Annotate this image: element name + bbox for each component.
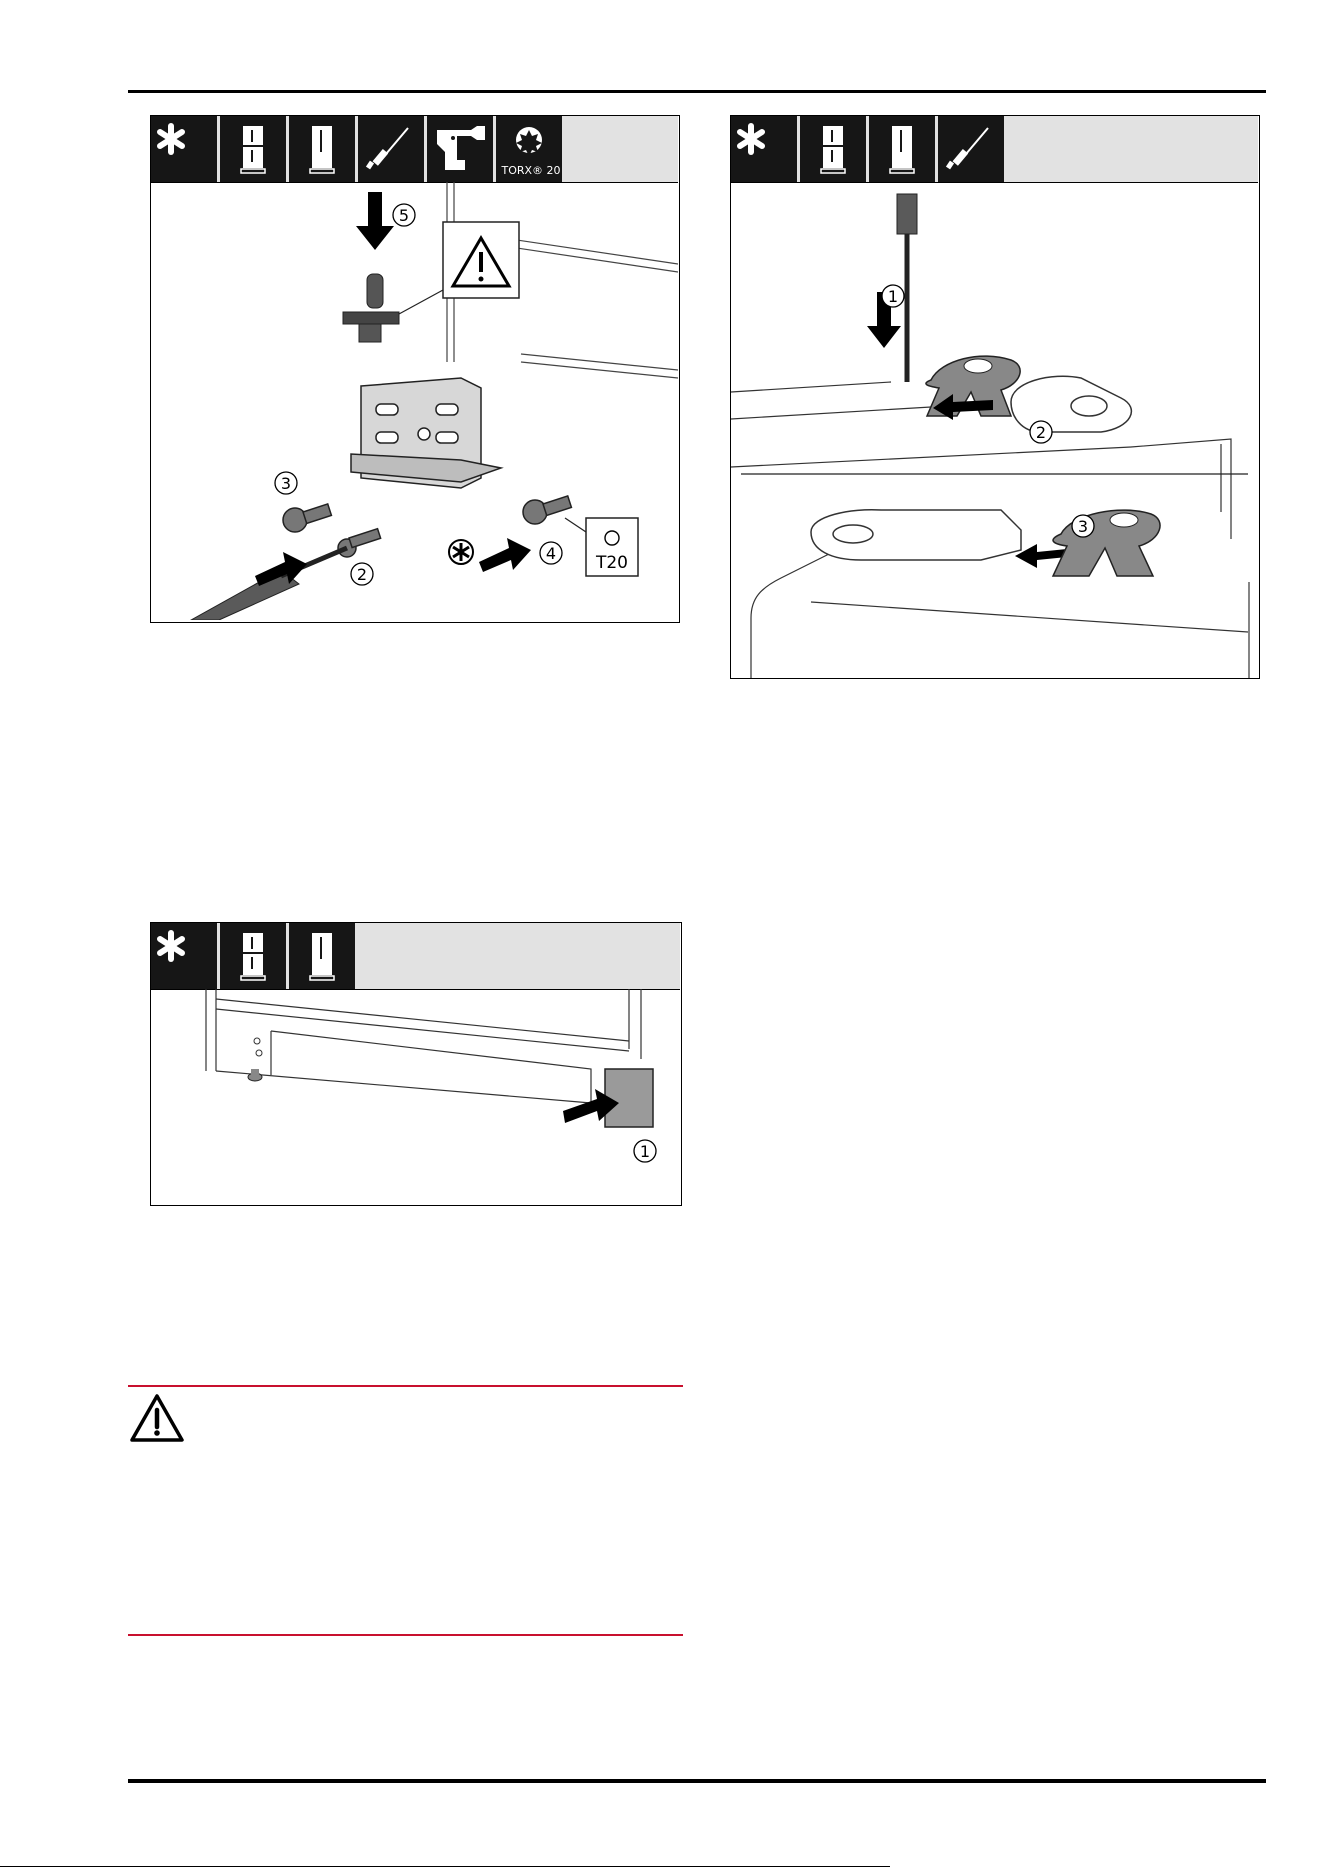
warning-top-rule — [128, 1385, 683, 1387]
tool-strip — [151, 923, 680, 990]
plinth-illustration — [151, 989, 681, 1205]
tool-strip — [151, 116, 678, 183]
callout-1: 1 — [887, 287, 899, 306]
torx-size-label: TORX® 20 — [501, 164, 561, 177]
callout-2: 2 — [1035, 423, 1047, 442]
footer-rule — [128, 1779, 1266, 1783]
hinge-illustration — [151, 182, 679, 622]
figure-hinge-assembly — [150, 115, 680, 623]
callout-4: 4 — [545, 544, 557, 563]
t20-label: T20 — [595, 553, 629, 573]
refrigerator-icon — [289, 116, 355, 182]
tool-strip — [731, 116, 1258, 183]
fridge-freezer-icon — [800, 116, 866, 182]
screwdriver-icon — [938, 116, 1004, 182]
refrigerator-icon — [869, 116, 935, 182]
callout-5: 5 — [398, 206, 410, 225]
fridge-freezer-icon — [220, 923, 286, 989]
cordless-drill-icon — [427, 116, 493, 182]
callout-3: 3 — [280, 474, 292, 493]
header-rule — [128, 90, 1266, 93]
screwdriver-icon — [358, 116, 424, 182]
figure-clip-removal — [730, 115, 1260, 679]
torx-icon — [496, 116, 562, 182]
clip-illustration — [731, 182, 1259, 678]
callout-1: 1 — [639, 1142, 651, 1161]
asterisk-icon — [151, 923, 217, 989]
figure-plinth-cover — [150, 922, 682, 1206]
asterisk-icon — [731, 116, 797, 182]
warning-bottom-rule — [128, 1634, 683, 1636]
callout-3: 3 — [1077, 517, 1089, 536]
warning-triangle-icon — [128, 1392, 186, 1451]
asterisk-icon — [151, 116, 217, 182]
fridge-freezer-icon — [220, 116, 286, 182]
callout-2: 2 — [356, 565, 368, 584]
page-edge-line — [0, 1866, 890, 1867]
refrigerator-icon — [289, 923, 355, 989]
